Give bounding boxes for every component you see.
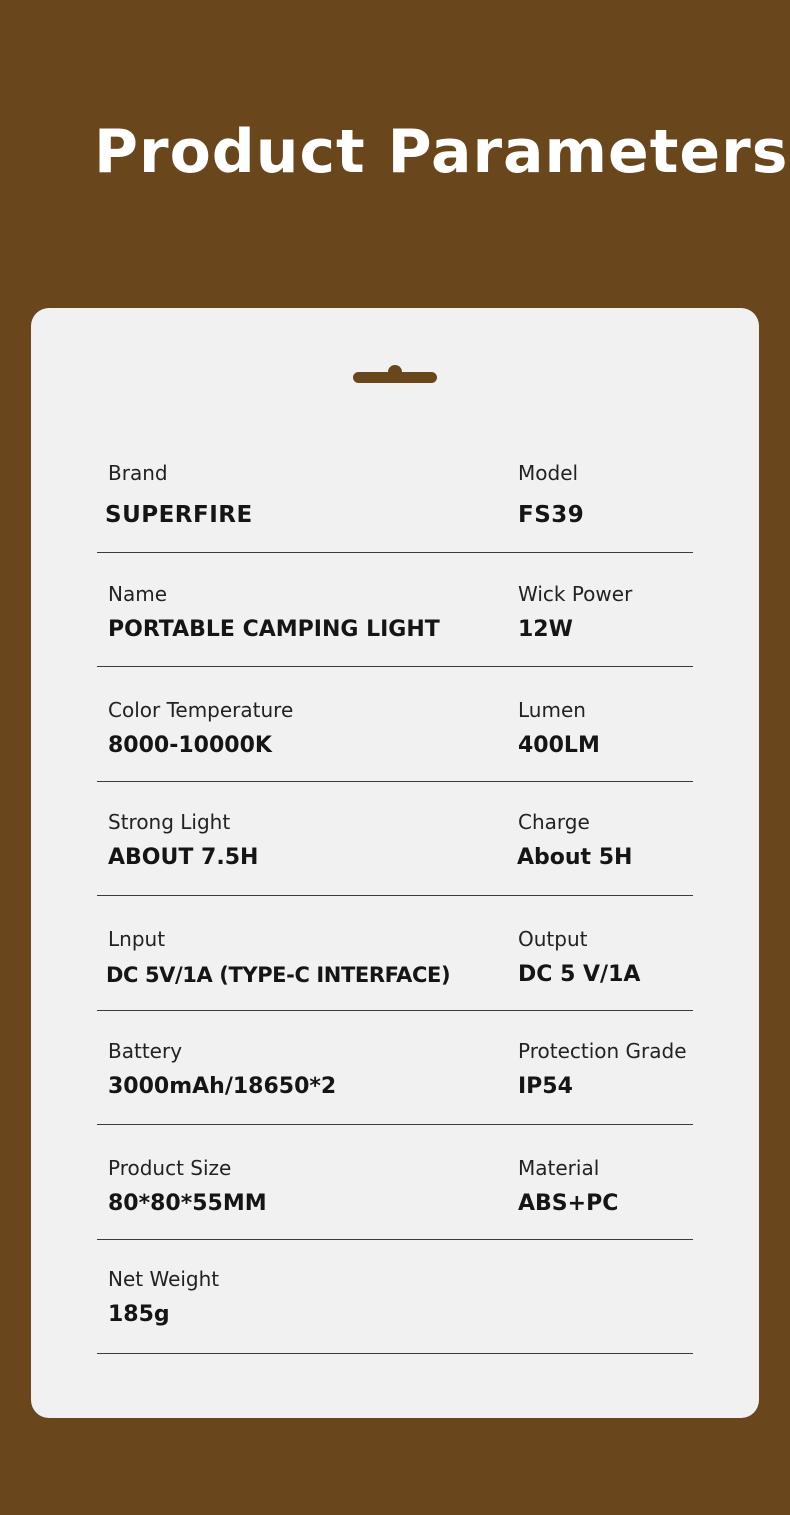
spec-value: ABOUT 7.5H	[108, 845, 259, 870]
spec-label: Lumen	[518, 698, 586, 722]
spec-label: Model	[518, 461, 579, 485]
spec-value: DC 5V/1A (TYPE-C INTERFACE)	[106, 963, 451, 987]
spec-cell-brand	[105, 460, 253, 529]
page-title: Product Parameters	[94, 117, 789, 187]
spec-value: ABS+PC	[518, 1191, 619, 1216]
spec-cell-battery	[108, 1038, 336, 1101]
spec-value: 12W	[518, 617, 573, 642]
spec-row-size-material	[97, 1155, 693, 1240]
spec-value: 400LM	[518, 733, 600, 758]
spec-label: Lnput	[108, 927, 166, 951]
spec-cell-output	[518, 926, 640, 989]
spec-label: Material	[518, 1156, 600, 1180]
spec-label: Color Temperature	[108, 698, 294, 722]
spec-cell-material	[518, 1155, 618, 1218]
spec-value: IP54	[518, 1074, 573, 1099]
spec-label: Battery	[108, 1039, 183, 1063]
spec-cell-color-temperature	[108, 697, 293, 760]
spec-value: PORTABLE CAMPING LIGHT	[108, 617, 440, 642]
spec-cell-protection-grade	[518, 1038, 687, 1101]
spec-label: Wick Power	[518, 582, 633, 606]
spec-cell-strong-light	[108, 809, 258, 872]
spec-value: SUPERFIRE	[105, 502, 253, 528]
spec-row-battery-protection	[97, 1038, 693, 1125]
spec-cell-charge	[518, 809, 632, 872]
spec-label: Net Weight	[108, 1267, 220, 1291]
spec-value: 3000mAh/18650*2	[108, 1074, 337, 1099]
spec-value: FS39	[518, 502, 585, 528]
spec-label: Name	[108, 582, 168, 606]
spec-value: 80*80*55MM	[108, 1191, 267, 1216]
spec-value: 8000-10000K	[108, 733, 272, 758]
spec-row-strong-light-charge	[97, 809, 693, 896]
spec-label: Brand	[108, 461, 168, 485]
spec-row-brand-model	[97, 460, 693, 553]
spec-cell-net-weight	[108, 1266, 219, 1329]
spec-label: Protection Grade	[518, 1039, 687, 1063]
spec-label: Product Size	[108, 1156, 232, 1180]
spec-label: Strong Light	[108, 810, 231, 834]
spec-label: Charge	[518, 810, 590, 834]
spec-cell-lumen	[518, 697, 600, 760]
spec-value: DC 5 V/1A	[518, 962, 641, 987]
spec-cell-product-size	[108, 1155, 267, 1218]
spec-label: Output	[518, 927, 588, 951]
spec-cell-model	[518, 460, 584, 529]
spec-row-input-output	[97, 926, 693, 1011]
spec-cell-wick-power	[518, 581, 632, 644]
hanger-knob-icon	[388, 365, 402, 377]
spec-value: About 5H	[517, 845, 633, 870]
spec-row-color-temp-lumen	[97, 697, 693, 782]
spec-row-name-wick-power	[97, 581, 693, 667]
spec-value: 185g	[108, 1302, 170, 1327]
spec-row-net-weight	[97, 1266, 693, 1354]
spec-card	[31, 308, 759, 1418]
spec-cell-name	[108, 581, 440, 644]
spec-cell-input	[108, 926, 450, 989]
